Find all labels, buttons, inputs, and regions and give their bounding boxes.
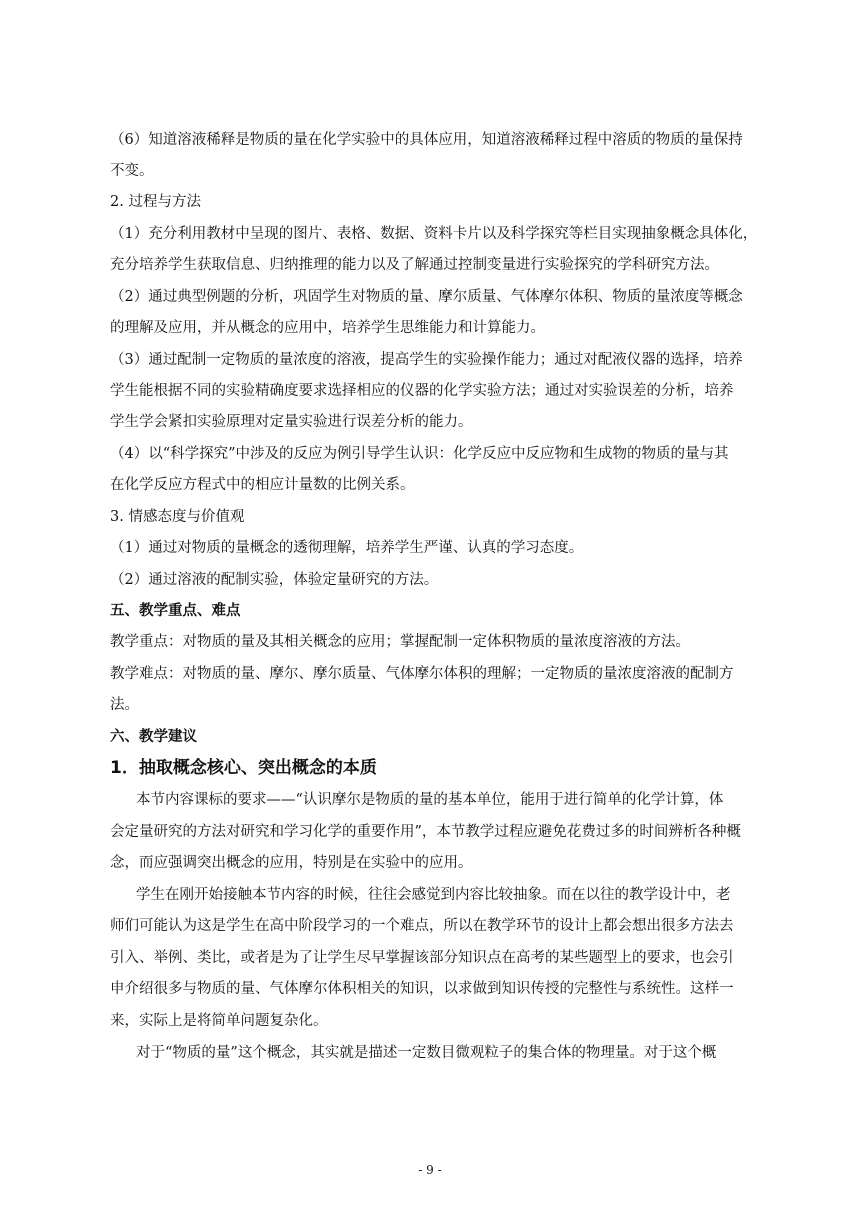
section-heading: 六、教学建议 — [110, 729, 197, 745]
text-line: 教学重点：对物质的量及其相关概念的应用；掌握配制一定体积物质的量浓度溶液的方法。 — [110, 634, 690, 650]
section-heading: 五、教学重点、难点 — [110, 603, 241, 619]
text-line: （2）通过典型例题的分析，巩固学生对物质的量、摩尔质量、气体摩尔体积、物质的量浓度等概念 — [110, 289, 743, 305]
page-number: - 9 - — [418, 1163, 442, 1177]
text-line: 法。 — [110, 697, 139, 713]
text-line: 念，而应强调突出概念的应用，特别是在实验中的应用。 — [110, 855, 473, 871]
text-line: 引入、举例、类比，或者是为了让学生尽早掌握该部分知识点在高考的某些题型上的要求，也会引 — [110, 950, 734, 966]
subheading: 2. 过程与方法 — [110, 194, 201, 210]
text-line: （2）通过溶液的配制实验，体验定量研究的方法。 — [110, 572, 439, 588]
text-line: （4）以“科学探究”中涉及的反应为例引导学生认识：化学反应中反应物和生成物的物质的量与其 — [110, 446, 729, 462]
text-line: 师们可能认为这是学生在高中阶段学习的一个难点，所以在教学环节的设计上都会想出很多方法去 — [110, 918, 734, 934]
text-line: 学生在刚开始接触本节内容的时候，往往会感觉到内容比较抽象。而在以往的教学设计中，老 — [136, 887, 731, 903]
text-line: 教学难点：对物质的量、摩尔、摩尔质量、气体摩尔体积的理解；一定物质的量浓度溶液的配制方 — [110, 666, 734, 682]
subheading: 3. 情感态度与价值观 — [110, 509, 245, 525]
text-line: 申介绍很多与物质的量、气体摩尔体积相关的知识，以求做到知识传授的完整性与系统性。这样一 — [110, 981, 734, 997]
text-line: （3）通过配制一定物质的量浓度的溶液，提高学生的实验操作能力；通过对配液仪器的选择，培养 — [110, 352, 743, 368]
text-line: （1）充分利用教材中呈现的图片、表格、数据、资料卡片以及科学探究等栏目实现抽象概念具体化， — [110, 226, 758, 242]
text-line: 来，实际上是将简单问题复杂化。 — [110, 1013, 328, 1029]
text-line: （6）知道溶液稀释是物质的量在化学实验中的具体应用，知道溶液稀释过程中溶质的物质的量保持 — [110, 132, 743, 148]
subsection-heading: 1．抽取概念核心、突出概念的本质 — [110, 758, 377, 778]
text-line: 学生能根据不同的实验精确度要求选择相应的仪器的化学实验方法；通过对实验误差的分析，培养 — [110, 383, 734, 399]
text-line: 充分培养学生获取信息、归纳推理的能力以及了解通过控制变量进行实验探究的学科研究方法。 — [110, 257, 719, 273]
text-line: 在化学反应方程式中的相应计量数的比例关系。 — [110, 477, 415, 493]
text-line: 本节内容课标的要求——“认识摩尔是物质的量的基本单位，能用于进行简单的化学计算，体 — [136, 792, 724, 808]
text-line: 的理解及应用，并从概念的应用中，培养学生思维能力和计算能力。 — [110, 320, 545, 336]
text-line: 学生学会紧扣实验原理对定量实验进行误差分析的能力。 — [110, 414, 473, 430]
text-line: 对于“物质的量”这个概念，其实就是描述一定数目微观粒子的集合体的物理量。对于这个概 — [136, 1045, 717, 1061]
text-line: 不变。 — [110, 163, 154, 179]
text-line: （1）通过对物质的量概念的透彻理解，培养学生严谨、认真的学习态度。 — [110, 540, 584, 556]
text-line: 会定量研究的方法对研究和学习化学的重要作用”，本节教学过程应避免花费过多的时间辨析各种概 — [110, 824, 741, 840]
